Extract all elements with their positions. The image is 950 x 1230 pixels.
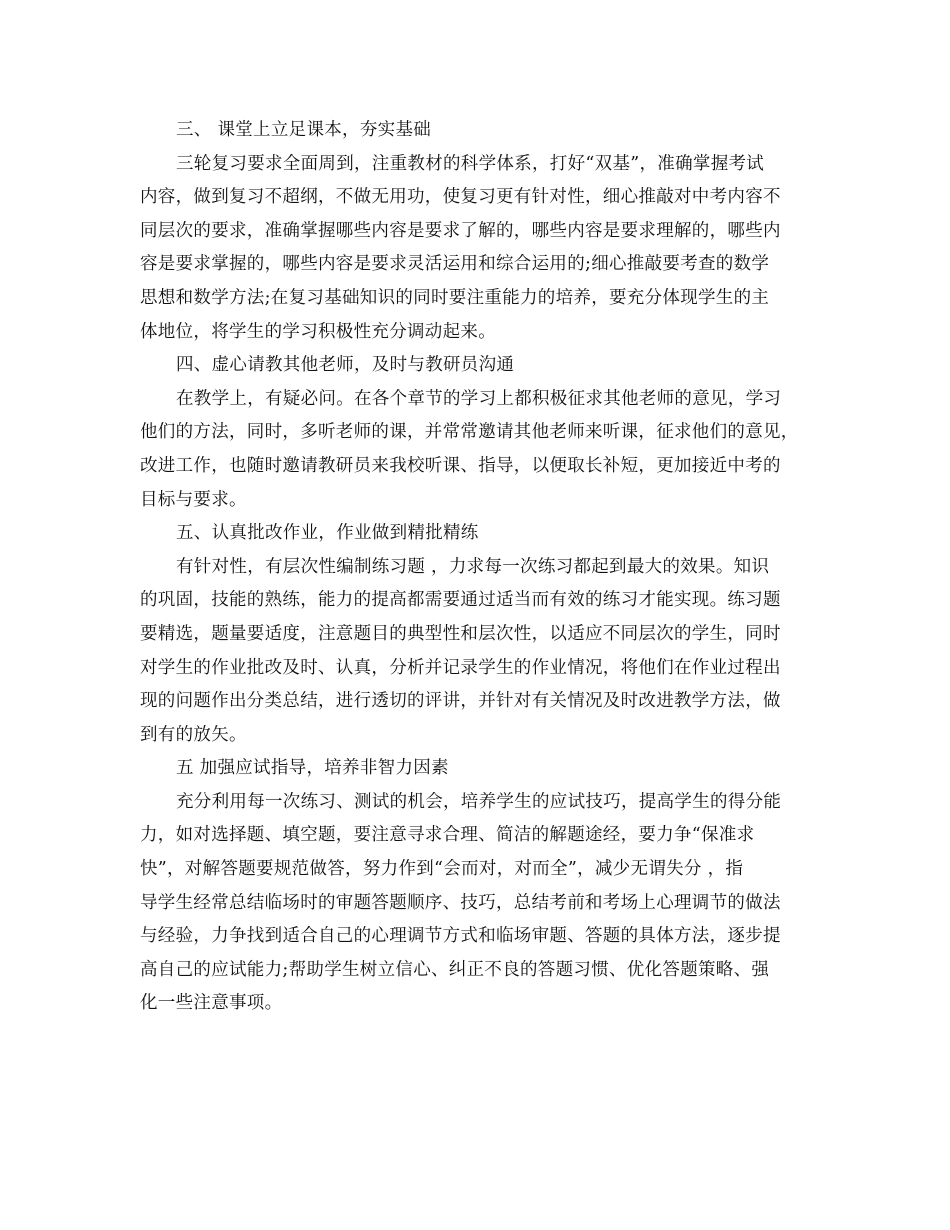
text-line: 内容，做到复习不超纲，不做无用功，使复习更有针对性，细心推敲对中考内容不 [140,187,781,208]
text-line: 高自己的应试能力;帮助学生树立信心、纠正不良的答题习惯、优化答题策略、强 [140,959,770,980]
text-line: 五 加强应试指导，培养非智力因素 [176,758,449,779]
text-line: 与经验，力争找到适合自己的心理调节方式和临场审题、答题的具体方法，逐步提 [140,926,781,947]
text-line: 力，如对选择题、填空题，要注意寻求合理、简洁的解题途经，要力争“保准求 [140,825,755,846]
text-line: 导学生经常总结临场时的审题答题顺序、技巧，总结考前和考场上心理调节的做法 [140,892,781,913]
text-line: 的巩固，技能的熟练，能力的提高都需要通过适当而有效的练习才能实现。练习题 [140,590,781,611]
text-line: 三轮复习要求全面周到，注重教材的科学体系，打好“双基”，准确掌握考试 [176,153,765,174]
document-body [140,114,820,1021]
text-line: 同层次的要求，准确掌握哪些内容是要求了解的，哪些内容是要求理解的，哪些内 [140,220,781,241]
text-line: 目标与要求。 [140,489,247,510]
text-line: 要精选，题量要适度，注意题目的典型性和层次性，以适应不同层次的学生，同时 [140,623,781,644]
text-line: 对学生的作业批改及时、认真，分析并记录学生的作业情况，将他们在作业过程出 [140,657,781,678]
text-line: 他们的方法，同时，多听老师的课，并常常邀请其他老师来听课，征求他们的意见， [140,422,799,443]
text-line: 快”，对解答题要规范做答，努力作到“会而对，对而全”，减少无谓失分 ，指 [140,859,744,880]
text-line: 在教学上，有疑必问。在各个章节的学习上都积极征求其他老师的意见，学习 [176,388,782,409]
text-line: 充分利用每一次练习、测试的机会，培养学生的应试技巧，提高学生的得分能 [176,791,782,812]
text-line: 四、虚心请教其他老师，及时与教研员沟通 [176,355,515,376]
text-line: 现的问题作出分类总结，进行透切的评讲，并针对有关情况及时改进教学方法，做 [140,691,781,712]
text-line: 思想和数学方法;在复习基础知识的同时要注重能力的培养，要充分体现学生的主 [140,287,770,308]
text-line: 有针对性，有层次性编制练习题 ，力求每一次练习都起到最大的效果。知识 [176,556,770,577]
text-line: 容是要求掌握的，哪些内容是要求灵活运用和综合运用的;细心推敲要考查的数学 [140,254,770,275]
text-line: 三、 课堂上立足课本，夯实基础 [176,120,432,140]
text-line: 改进工作，也随时邀请教研员来我校听课、指导，以便取长补短，更加接近中考的 [140,455,781,476]
text-line: 体地位，将学生的学习积极性充分调动起来。 [140,321,496,342]
text-line: 五、认真批改作业，作业做到精批精练 [176,523,479,544]
text-line: 化一些注意事项。 [140,993,283,1014]
text-line: 到有的放矢。 [140,724,247,745]
